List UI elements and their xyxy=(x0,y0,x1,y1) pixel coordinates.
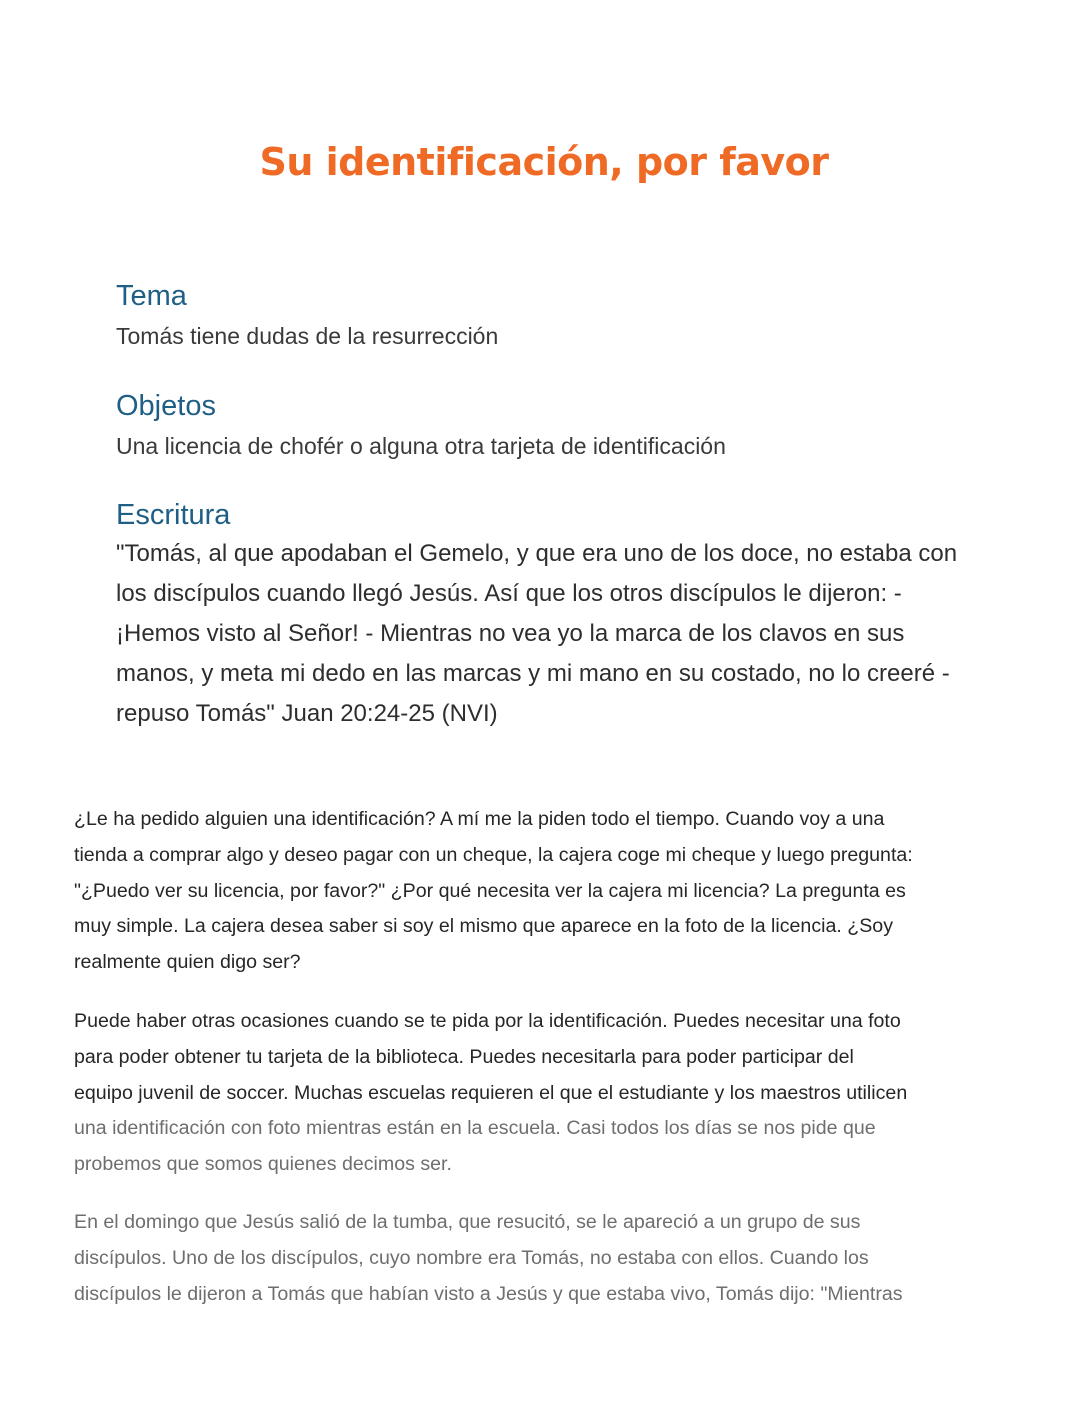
section-escritura xyxy=(116,497,996,734)
section-heading-tema: Tema xyxy=(116,280,187,312)
paragraph-line: equipo juvenil de soccer. Muchas escuelas requieren el que el estudiante y los maestros utilicen xyxy=(74,1081,908,1104)
paragraph-line: tienda a comprar algo y deseo pagar con un cheque, la cajera coge mi cheque y luego pregunta: xyxy=(74,843,913,866)
paragraph-line: muy simple. La cajera desea saber si soy el mismo que aparece en la foto de la licencia. ¿Soy xyxy=(74,915,893,938)
paragraph-line: probemos que somos quienes decimos ser. xyxy=(74,1153,452,1176)
paragraph-line: ¿Le ha pedido alguien una identificación? A mí me la piden todo el tiempo. Cuando voy a una xyxy=(74,808,885,830)
paragraph-line: Puede haber otras ocasiones cuando se te pida por la identificación. Puedes necesitar una foto xyxy=(74,1010,901,1032)
scripture-line: "Tomás, al que apodaban el Gemelo, y que era uno de los doce, no estaba con xyxy=(116,540,958,567)
paragraph-line: "¿Puedo ver su licencia, por favor?" ¿Por qué necesita ver la cajera mi licencia? La pregunta es xyxy=(74,879,906,902)
scripture-line: repuso Tomás" Juan 20:24-25 (NVI) xyxy=(116,700,498,727)
body-paragraph-2 xyxy=(74,1004,1019,1183)
paragraph-line: realmente quien digo ser? xyxy=(74,951,301,974)
page-title: Su identificación, por favor xyxy=(259,140,829,184)
scripture-line: ¡Hemos visto al Señor! - Mientras no vea yo la marca de los clavos en sus xyxy=(116,620,905,647)
section-objetos xyxy=(116,388,996,466)
paragraph-line: discípulos. Uno de los discípulos, cuyo nombre era Tomás, no estaba con ellos. Cuando los xyxy=(74,1246,869,1269)
body-paragraph-3 xyxy=(74,1205,1019,1312)
paragraph-line: discípulos le dijeron a Tomás que habían visto a Jesús y que estaba vivo, Tomás dijo: "Mientras xyxy=(74,1282,903,1305)
body-paragraph-1 xyxy=(74,802,1019,981)
section-body-objetos: Una licencia de chofér o alguna otra tarjeta de identificación xyxy=(116,433,726,459)
paragraph-line: para poder obtener tu tarjeta de la biblioteca. Puedes necesitarla para poder participar del xyxy=(74,1045,854,1068)
scripture-line: los discípulos cuando llegó Jesús. Así que los otros discípulos le dijeron: - xyxy=(116,580,902,607)
paragraph-line: una identificación con foto mientras están en la escuela. Casi todos los días se nos pide que xyxy=(74,1117,876,1140)
section-tema xyxy=(116,278,996,356)
paragraph-line: En el domingo que Jesús salió de la tumba, que resucitó, se le apareció a un grupo de sus xyxy=(74,1211,861,1233)
scripture-line: manos, y meta mi dedo en las marcas y mi mano en su costado, no lo creeré - xyxy=(116,660,950,687)
section-body-tema: Tomás tiene dudas de la resurrección xyxy=(116,323,499,349)
section-heading-objetos: Objetos xyxy=(116,390,216,422)
section-heading-escritura: Escritura xyxy=(116,499,231,531)
